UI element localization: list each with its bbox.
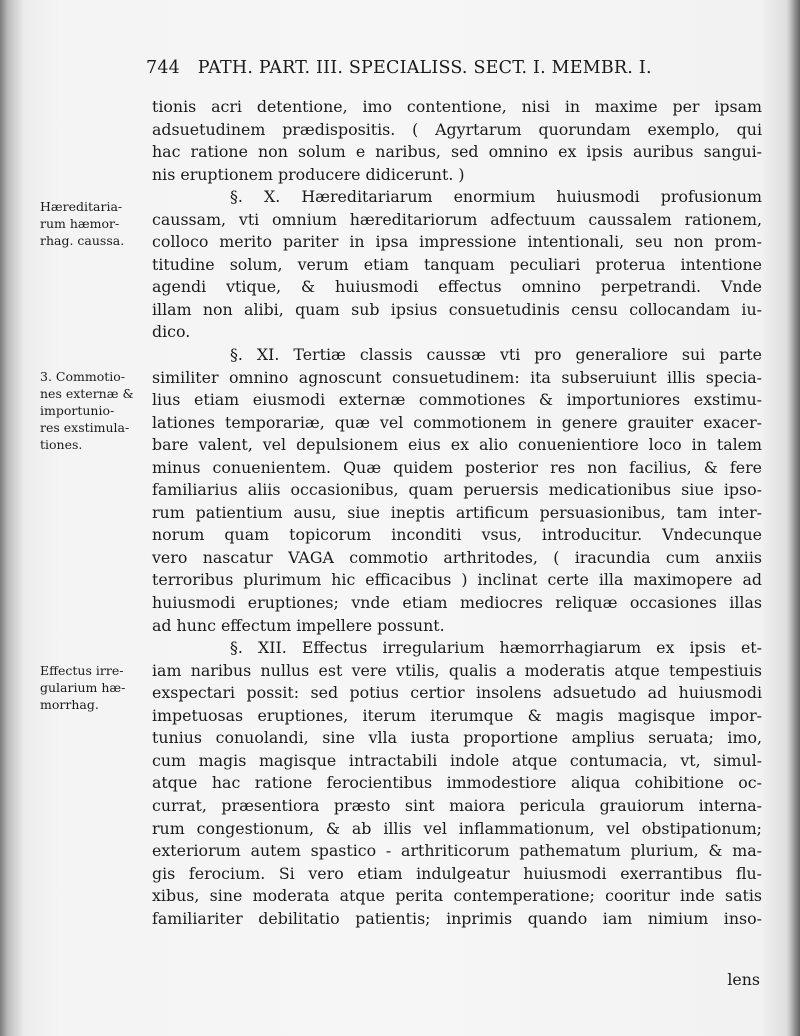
margin-note-hereditary-cause	[40, 198, 148, 249]
margin-note-line: importunio-	[40, 403, 115, 418]
text-line: rum congestionum, & ab illis vel inflammationum, vel obstipationum;	[152, 818, 762, 838]
text-line: bare valent, vel depulsionem eius ex alio conuenientiore loco in talem	[152, 435, 762, 455]
text-line: caussam, vti omnium hæreditariorum adfectuum caussalem rationem,	[152, 209, 762, 229]
running-header	[146, 58, 766, 78]
text-line: agendi vtique, & huiusmodi effectus omnino perpetrandi. Vnde	[152, 277, 762, 297]
running-title: PATH. PART. III. SPECIALISS. SECT. I. MEMBR. I.	[197, 58, 652, 78]
text-line: exspectari possit: sed potius certior insolens adsuetudo ad huiusmodi	[152, 683, 762, 703]
text-line: hac ratione non solum e naribus, sed omnino ex ipsis auribus sangui-	[152, 142, 762, 162]
text-line: lationes temporariæ, quæ vel commotionem in genere grauiter exacer-	[152, 412, 762, 432]
section-heading-line: §. X. Hæreditariarum enormium huiusmodi profusionum	[230, 187, 762, 207]
page-number: 744	[146, 58, 181, 78]
text-line: dico.	[152, 322, 191, 342]
text-line: titudine solum, verum etiam tanquam peculiari proterua intentione	[152, 254, 762, 274]
margin-note-irregular-effects	[40, 662, 148, 713]
text-line: currat, præsentiora præsto sint maiora pericula grauiorum interna-	[152, 795, 762, 815]
margin-note-line: Effectus irre-	[40, 663, 124, 678]
margin-note-line: gularium hæ-	[40, 680, 126, 695]
section-heading-line: §. XI. Tertiæ classis caussæ vti pro generaliore sui parte	[230, 345, 762, 365]
text-line: nis eruptionem producere didicerunt. )	[152, 164, 465, 184]
margin-note-line: nes externæ &	[40, 386, 134, 401]
text-line: gis ferocium. Si vero etiam indulgeatur huiusmodi exerrantibus flu-	[152, 863, 762, 883]
text-line: impetuosas eruptiones, iterum iterumque & magis magisque impor-	[152, 705, 762, 725]
text-line: lius etiam eiusmodi externæ commotiones & importuniores exstimu-	[152, 390, 762, 410]
margin-note-line: morrhag.	[40, 697, 99, 712]
text-line: cum magis magisque intractabili indole atque contumacia, vt, simul-	[152, 750, 762, 770]
text-line: xibus, sine moderata atque perita contemperatione; cooritur inde satis	[152, 886, 762, 906]
margin-note-line: res exstimula-	[40, 420, 130, 435]
margin-note-external-commotions	[40, 368, 148, 453]
text-line: similiter omnino agnoscunt consuetudinem: ita subseruiunt illis specia-	[152, 367, 762, 387]
text-line: atque hac ratione ferocientibus immodestiore aliqua cohibitione oc-	[152, 773, 762, 793]
text-line: norum quam topicorum inconditi vsus, introducitur. Vndecunque	[152, 525, 762, 545]
section-heading-line: §. XII. Effectus irregularium hæmorrhagiarum ex ipsis et-	[230, 638, 762, 658]
catchword: lens	[727, 970, 760, 989]
margin-note-line: rhag. caussa.	[40, 233, 125, 248]
text-line: minus conuenientem. Quæ quidem posterior res non facilius, & fere	[152, 457, 762, 477]
text-line: rum patientium ausu, siue ineptis artificum persuasionibus, tam inter-	[152, 502, 762, 522]
text-line: huiusmodi eruptiones; vnde etiam mediocres reliquæ occasiones illas	[152, 593, 762, 613]
text-line: familiarius aliis occasionibus, quam peruersis medicationibus siue ipso-	[152, 480, 762, 500]
margin-note-line: tiones.	[40, 437, 83, 452]
text-line: adsuetudinem prædispositis. ( Agyrtarum quorundam exemplo, qui	[152, 119, 762, 139]
margin-note-line: Hæreditaria-	[40, 199, 123, 214]
text-line: familiariter debilitatio patientis; inprimis quando iam nimium inso-	[152, 908, 762, 928]
text-line: iam naribus nullus est vere vtilis, qualis a moderatis atque tempestiuis	[152, 660, 762, 680]
margin-note-line: 3. Commotio-	[40, 369, 125, 384]
text-line: exteriorum autem spastico - arthriticorum pathematum plurium, & ma-	[152, 841, 762, 861]
text-line: vero nascatur VAGA commotio arthritodes, ( iracundia cum anxiis	[152, 547, 762, 567]
body-text	[152, 96, 762, 930]
text-line: colloco merito pariter in ipsa impressione intentionali, seu non prom-	[152, 232, 762, 252]
text-line: illam non alibi, quam sub ipsius consuetudinis censu collocandam iu-	[152, 299, 762, 319]
text-line: tunius conuolandi, sine vlla iusta proportione amplius seruata; imo,	[152, 728, 762, 748]
text-line: ad hunc effectum impellere possunt.	[152, 615, 445, 635]
margin-note-line: rum hæmor-	[40, 216, 120, 231]
text-line: tionis acri detentione, imo contentione, nisi in maxime per ipsam	[152, 97, 762, 116]
text-line: terroribus plurimum hic efficacibus ) inclinat certe illa maximopere ad	[152, 570, 762, 590]
